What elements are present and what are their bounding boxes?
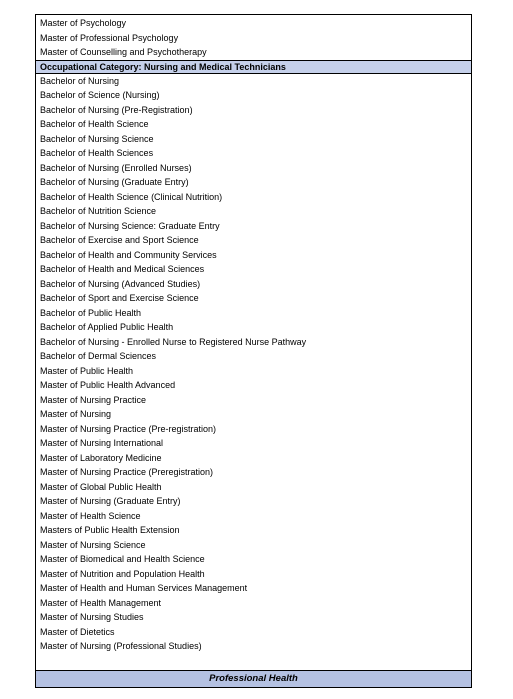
list-item: Bachelor of Nursing (Pre-Registration) xyxy=(40,104,193,115)
list-item: Master of Nursing (Graduate Entry) xyxy=(40,496,181,506)
list-item: Bachelor of Health Science (Clinical Nutrition) xyxy=(40,191,223,202)
list-item: Bachelor of Dermal Sciences xyxy=(40,351,157,361)
list-item: Master of Dietetics xyxy=(40,626,115,637)
list-item: Master of Nutrition and Population Health xyxy=(40,568,205,579)
list-item: Bachelor of Nursing (Advanced Studies) xyxy=(40,278,201,289)
list-item: Master of Health and Human Services Management xyxy=(40,583,248,593)
list-item: Master of Laboratory Medicine xyxy=(40,452,162,463)
category-header: Occupational Category: Nursing and Medical Technicians xyxy=(36,60,471,74)
course-table xyxy=(35,14,472,688)
list-item: Bachelor of Nursing xyxy=(40,75,120,86)
list-item: Bachelor of Health and Medical Sciences xyxy=(40,264,205,274)
list-item: Master of Psychology xyxy=(40,18,127,28)
list-item: Master of Biomedical and Health Science xyxy=(40,554,205,564)
list-item: Bachelor of Nursing (Enrolled Nurses) xyxy=(40,162,192,173)
section-footer: Professional Health xyxy=(36,670,471,687)
list-item: Master of Nursing Practice (Preregistration) xyxy=(40,467,214,477)
list-item: Bachelor of Exercise and Sport Science xyxy=(40,235,199,245)
list-item: Master of Public Health Advanced xyxy=(40,380,176,390)
list-item: Master of Health Science xyxy=(40,510,141,521)
list-item: Bachelor of Public Health xyxy=(40,307,142,318)
list-item: Bachelor of Science (Nursing) xyxy=(40,90,160,100)
list-item: Bachelor of Health Sciences xyxy=(40,148,154,158)
list-item: Master of Nursing Practice (Pre-registration) xyxy=(40,423,217,434)
list-item: Master of Nursing (Professional Studies) xyxy=(40,641,202,651)
list-item: Master of Nursing International xyxy=(40,438,164,448)
list-item: Bachelor of Nursing - Enrolled Nurse to Registered Nurse Pathway xyxy=(40,336,307,347)
list-item: Bachelor of Sport and Exercise Science xyxy=(40,293,199,303)
list-item: Bachelor of Nursing (Graduate Entry) xyxy=(40,177,189,187)
list-item: Bachelor of Nutrition Science xyxy=(40,206,157,216)
list-item: Master of Health Management xyxy=(40,597,162,608)
list-item: Master of Nursing Science xyxy=(40,539,146,550)
previous-category-list xyxy=(36,16,471,60)
list-item: Master of Counselling and Psychotherapy xyxy=(40,47,207,57)
list-item: Master of Public Health xyxy=(40,365,134,376)
list-item: Master of Global Public Health xyxy=(40,481,162,492)
list-item: Bachelor of Nursing Science xyxy=(40,133,154,144)
list-item: Master of Professional Psychology xyxy=(40,32,179,43)
list-item: Master of Nursing Studies xyxy=(40,612,144,622)
course-list xyxy=(36,74,471,654)
list-item: Masters of Public Health Extension xyxy=(40,525,180,535)
list-item: Bachelor of Health Science xyxy=(40,119,149,129)
list-item: Bachelor of Health and Community Services xyxy=(40,249,217,260)
list-item: Master of Nursing xyxy=(40,409,112,419)
list-item: Bachelor of Applied Public Health xyxy=(40,322,174,332)
list-item: Bachelor of Nursing Science: Graduate Entry xyxy=(40,220,220,231)
list-item: Master of Nursing Practice xyxy=(40,394,147,405)
